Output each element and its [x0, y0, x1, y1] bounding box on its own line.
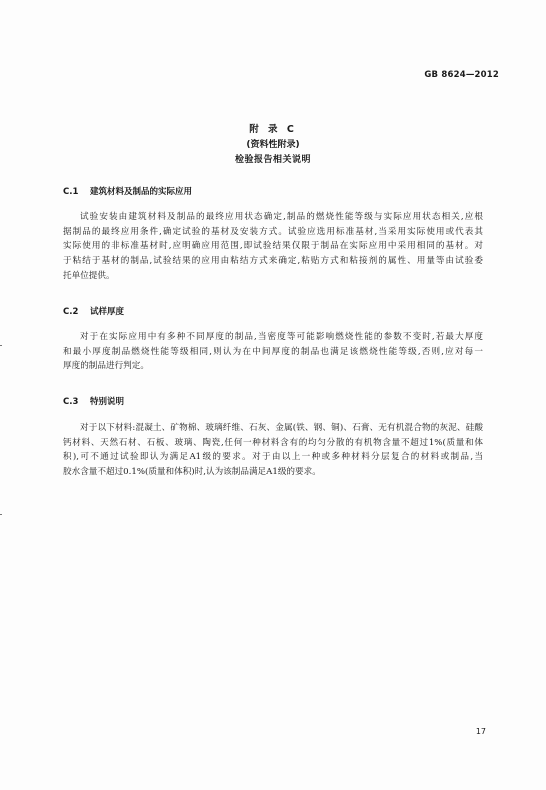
standard-number: GB 8624—2012: [424, 70, 499, 80]
paragraph-line: 钙材料、天然石材、石板、玻璃、陶瓷,任何一种材料含有的均匀分散的有机物含量不超过1%(质量和体: [63, 437, 483, 448]
annex-name: 检验报告相关说明: [234, 155, 311, 165]
section-heading-c1: [63, 185, 192, 197]
paragraph-line: 和最小厚度制品燃烧性能等级相同,则认为在中间厚度的制品也满足该燃烧性能等级,否则,应对每一: [63, 346, 483, 357]
section-paragraph-c3: [63, 421, 483, 480]
section-paragraph-c2: [63, 330, 483, 374]
paragraph-line: 胶水含量不超过0.1%(质量和体积)时,认为该制品满足A1级的要求。: [63, 467, 321, 478]
paragraph-line: 厚度的制品进行判定。: [63, 361, 149, 372]
scan-margin-mark: [0, 514, 2, 515]
annex-title: 附 录 C: [249, 124, 297, 135]
section-title: 建筑材料及制品的实际应用: [90, 187, 193, 197]
section-title: 试样厚度: [90, 307, 125, 317]
paragraph-line: 积),可不通过试验即认为满足A1级的要求。对于由以上一种或多种材料分层复合的材料或制品,当: [63, 452, 483, 463]
paragraph-line: 据制品的最终应用条件,确定试验的基材及安装方式。试验应选用标准基材,当采用实际使用或代表其: [63, 226, 483, 237]
page-number: 17: [475, 727, 486, 736]
section-heading-c2: [63, 305, 124, 317]
paragraph-line: 试验安装由建筑材料及制品的最终应用状态确定,制品的燃烧性能等级与实际应用状态相关,应根: [80, 212, 483, 222]
section-title: 特别说明: [90, 397, 125, 407]
paragraph-line: 对于在实际应用中有多种不同厚度的制品,当密度等可能影响燃烧性能的参数不变时,若最大厚度: [80, 332, 483, 342]
section-heading-c3: [63, 395, 124, 407]
section-paragraph-c1: [63, 210, 483, 284]
section-number: C.3: [63, 397, 79, 407]
paragraph-line: 实际使用的非标准基材时,应明确应用范围,即试验结果仅限于制品在实际应用中采用相同的基材。对: [63, 241, 483, 252]
paragraph-line: 托单位提供。: [63, 270, 115, 281]
paragraph-line: 对于以下材料:混凝土、矿物棉、玻璃纤维、石灰、金属(铁、钢、铜)、石膏、无有机混合物的灰泥、硅酸: [80, 423, 483, 433]
scan-margin-mark: [0, 345, 2, 346]
annex-subtitle: (资料性附录): [246, 140, 300, 150]
section-number: C.1: [63, 187, 79, 197]
paragraph-line: 于粘结于基材的制品,试验结果的应用由粘结方式来确定,粘贴方式和粘接剂的属性、用量等由试验委: [63, 256, 483, 267]
section-number: C.2: [63, 307, 79, 317]
